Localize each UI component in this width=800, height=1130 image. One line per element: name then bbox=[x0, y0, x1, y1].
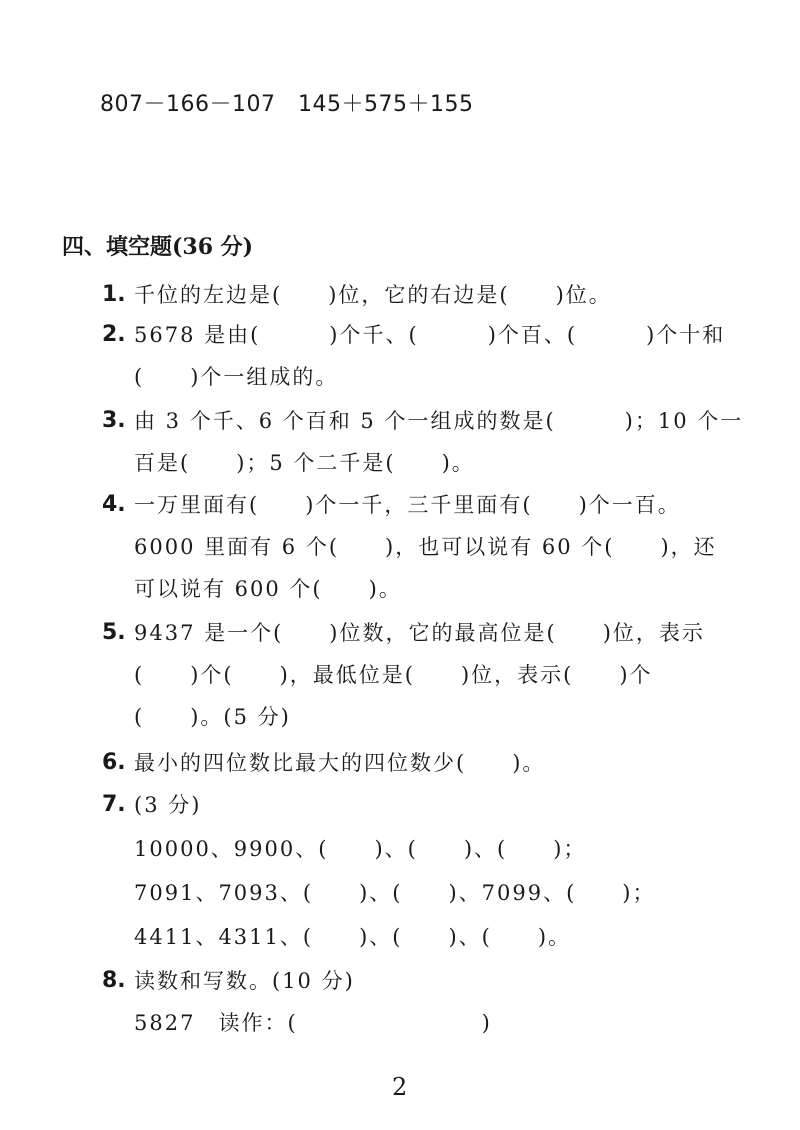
question-7-line-2: 10000、9900、( )、( )、( )； bbox=[134, 837, 587, 861]
question-7-line-1: (3 分) bbox=[134, 793, 202, 817]
question-number-1: 1. bbox=[102, 282, 126, 307]
question-4-line-2: 6000 里面有 6 个( )，也可以说有 60 个( )，还 bbox=[134, 535, 717, 559]
question-6-line-1: 最小的四位数比最大的四位数少( )。 bbox=[134, 751, 546, 775]
question-number-4: 4. bbox=[102, 492, 126, 517]
question-7-line-3: 7091、7093、( )、( )、7099、( )； bbox=[134, 881, 656, 905]
page-number: 2 bbox=[392, 1073, 408, 1101]
calc-expression-1: 807－166－107 bbox=[100, 92, 276, 117]
question-number-2: 2. bbox=[102, 322, 126, 347]
question-number-3: 3. bbox=[102, 408, 126, 433]
question-8-line-2: 5827 读作：( ) bbox=[134, 1011, 492, 1035]
question-4-line-1: 一万里面有( )个一千，三千里面有( )个一百。 bbox=[134, 493, 681, 517]
question-8-line-1: 读数和写数。(10 分) bbox=[134, 969, 355, 993]
question-1-line-1: 千位的左边是( )位，它的右边是( )位。 bbox=[134, 283, 612, 307]
question-5-line-1: 9437 是一个( )位数，它的最高位是( )位，表示 bbox=[134, 621, 705, 645]
question-number-5: 5. bbox=[102, 620, 126, 645]
question-3-line-2: 百是( )；5 个二千是( )。 bbox=[134, 451, 475, 475]
question-3-line-1: 由 3 个千、6 个百和 5 个一组成的数是( )；10 个一 bbox=[134, 409, 744, 433]
question-2-line-2: ( )个一组成的。 bbox=[134, 365, 339, 389]
calc-expression-2: 145＋575＋155 bbox=[298, 92, 474, 117]
question-7-line-4: 4411、4311、( )、( )、( )。 bbox=[134, 925, 572, 949]
question-number-6: 6. bbox=[102, 750, 126, 775]
question-2-line-1: 5678 是由( )个千、( )个百、( )个十和 bbox=[134, 323, 726, 347]
question-4-line-3: 可以说有 600 个( )。 bbox=[134, 577, 402, 601]
question-5-line-2: ( )个( )，最低位是( )位，表示( )个 bbox=[134, 663, 653, 687]
section-title: 四、填空题(36 分) bbox=[62, 234, 254, 260]
question-5-line-3: ( )。(5 分) bbox=[134, 705, 291, 729]
question-number-8: 8. bbox=[102, 968, 126, 993]
question-number-7: 7. bbox=[102, 792, 126, 817]
